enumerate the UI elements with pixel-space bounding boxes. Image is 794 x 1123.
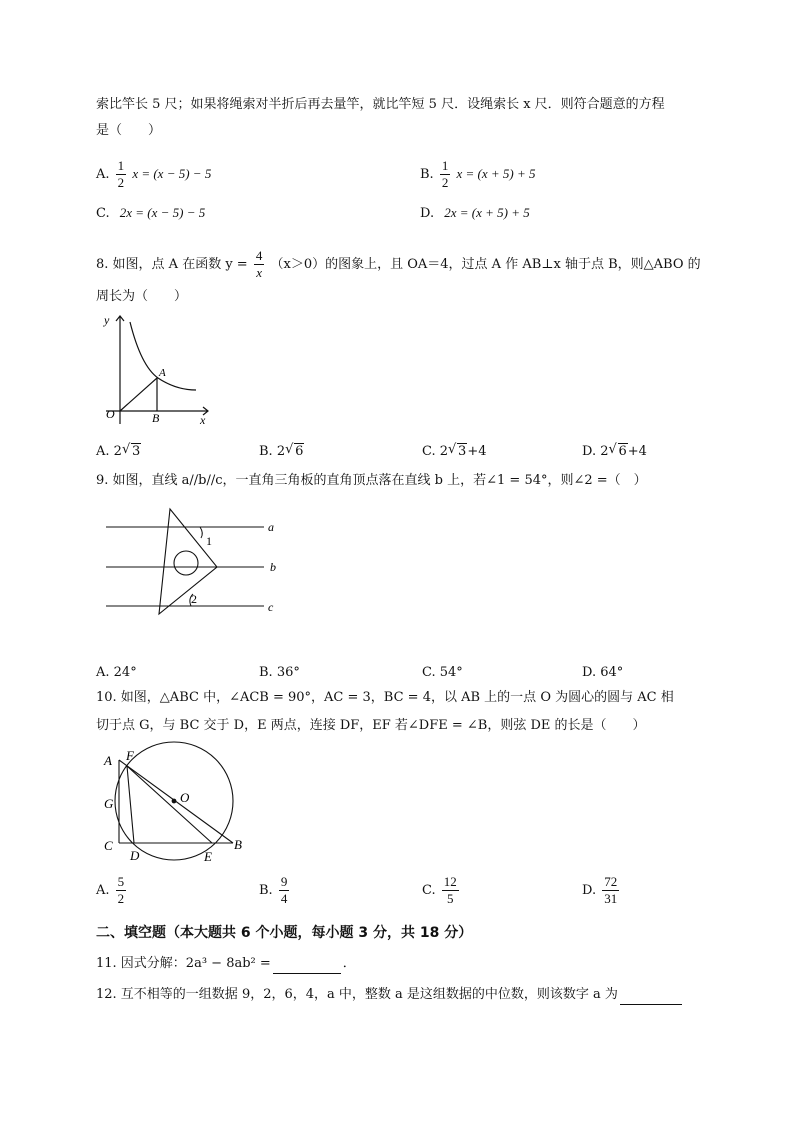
q10-option-c[interactable]: C. $\frac{12}{5}$ bbox=[422, 874, 457, 906]
q8-option-c[interactable]: C. 2√ 3+4 bbox=[422, 442, 486, 462]
q10-option-d[interactable]: D. $\frac{72}{31}$ bbox=[582, 874, 618, 906]
answer-blank[interactable] bbox=[273, 959, 341, 974]
q7-option-c[interactable]: C. 2x = (x − 5) − 5 bbox=[96, 205, 206, 221]
q8-option-a[interactable]: A. 2√ 3 bbox=[96, 442, 141, 462]
q11-text: 11. 因式分解：2a³ − 8ab² = ． bbox=[96, 954, 698, 974]
q10-option-a[interactable]: A. $\frac{5}{2}$ bbox=[96, 874, 125, 906]
q10-text-line2: 切于点 G，与 BC 交于 D，E 两点，连接 DF，EF 若∠DFE = ∠B，则弦 DE 的长是（ ） bbox=[96, 718, 646, 733]
section-heading: 二、填空题（本大题共 6 个小题，每小题 3 分，共 18 分） bbox=[96, 925, 473, 941]
q7-option-a[interactable]: A. $\frac{1}{2}$ x = (x − 5) − 5 bbox=[96, 158, 212, 190]
q7-option-b[interactable]: B. $\frac{1}{2}$ x = (x + 5) + 5 bbox=[420, 158, 536, 190]
q8-label-x: x bbox=[200, 413, 206, 427]
q7-text-line1: 索比竿长 5 尺；如果将绳索对半折后再去量竿，就比竿短 5 尺．设绳索长 x 尺．则符合题意的方程 bbox=[96, 97, 665, 112]
q9-angle-2: 2 bbox=[191, 592, 197, 606]
q9-label-c: c bbox=[268, 600, 274, 614]
q10-label-e: E bbox=[204, 849, 212, 864]
q8-text-line1: 8. 如图，点 A 在函数 y = $\frac{4}{x}$ （x＞0）的图象上，且 OA＝4，过点 A 作 AB⊥x 轴于点 B，则△ABO 的 bbox=[96, 248, 701, 280]
q8-label-o: O bbox=[106, 407, 115, 421]
q9-option-b[interactable]: B. 36° bbox=[259, 665, 300, 680]
q10-text-line1: 10. 如图，△ABC 中，∠ACB = 90°，AC = 3，BC = 4，以 AB 上的一点 O 为圆心的圆与 AC 相 bbox=[96, 690, 674, 705]
q10-label-o: O bbox=[180, 790, 190, 805]
q9-label-b: b bbox=[270, 560, 276, 574]
q9-option-d[interactable]: D. 64° bbox=[582, 665, 624, 680]
q10-label-d: D bbox=[130, 848, 140, 863]
answer-blank[interactable] bbox=[620, 990, 682, 1005]
q10-label-c: C bbox=[104, 838, 113, 853]
q9-option-a[interactable]: A. 24° bbox=[96, 665, 137, 680]
fraction: $\frac{4}{x}$ bbox=[255, 248, 263, 280]
q10-label-a: A bbox=[104, 753, 112, 768]
q8-option-d[interactable]: D. 2√ 6+4 bbox=[582, 442, 647, 462]
q8-label-y: y bbox=[104, 313, 110, 327]
q9-label-a: a bbox=[268, 520, 274, 534]
q8-option-b[interactable]: B. 2√ 6 bbox=[259, 442, 304, 462]
q9-figure bbox=[100, 505, 290, 625]
q10-label-b: B bbox=[234, 837, 242, 852]
q12-text: 12. 互不相等的一组数据 9，2，6，4，a 中，整数 a 是这组数据的中位数，则该数字 a 为 bbox=[96, 985, 698, 1005]
q7-option-d[interactable]: D. 2x = (x + 5) + 5 bbox=[420, 205, 530, 221]
q9-option-c[interactable]: C. 54° bbox=[422, 665, 463, 680]
q7-text-line2: 是（ ） bbox=[96, 123, 162, 138]
q9-angle-1: 1 bbox=[206, 534, 212, 548]
q8-label-a: A bbox=[159, 367, 166, 379]
q8-text-line2: 周长为（ ） bbox=[96, 289, 188, 304]
q8-label-b: B bbox=[152, 411, 160, 425]
q9-text: 9. 如图，直线 a//b//c，一直角三角板的直角顶点落在直线 b 上，若∠1 = 54°，则∠2 =（ ） bbox=[96, 473, 647, 488]
fraction: $\frac{1}{2}$ bbox=[441, 158, 449, 190]
q10-label-g: G bbox=[104, 796, 114, 811]
q8-figure bbox=[96, 308, 221, 428]
q10-option-b[interactable]: B. $\frac{9}{4}$ bbox=[259, 874, 288, 906]
q10-figure bbox=[100, 740, 260, 870]
q10-label-f: F bbox=[126, 748, 134, 763]
fraction: $\frac{1}{2}$ bbox=[117, 158, 125, 190]
